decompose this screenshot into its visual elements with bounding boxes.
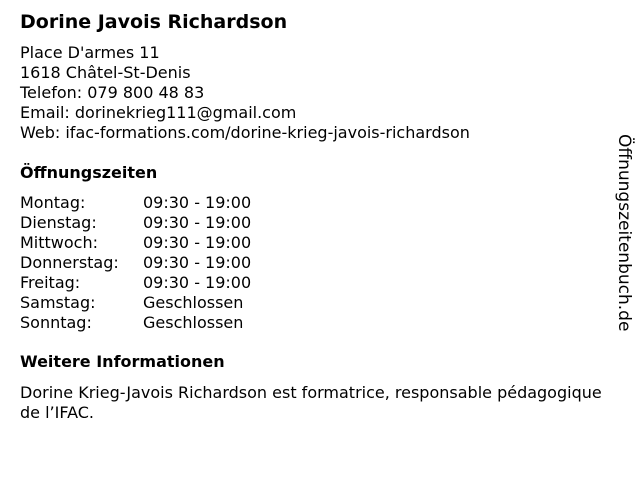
more-info-heading: Weitere Informationen — [20, 352, 225, 371]
day-label: Donnerstag: — [20, 253, 119, 272]
day-label: Mittwoch: — [20, 233, 98, 252]
day-label: Samstag: — [20, 293, 96, 312]
day-label: Sonntag: — [20, 313, 92, 332]
time-value: Geschlossen — [143, 313, 244, 332]
hours-row-monday — [20, 193, 620, 213]
time-value: 09:30 - 19:00 — [143, 193, 252, 212]
opening-hours-table — [20, 193, 620, 333]
time-value: 09:30 - 19:00 — [143, 253, 252, 272]
opening-hours-heading: Öffnungszeiten — [20, 163, 158, 182]
day-label: Montag: — [20, 193, 86, 212]
day-label: Dienstag: — [20, 213, 97, 232]
hours-row-friday — [20, 273, 620, 293]
hours-row-tuesday — [20, 213, 620, 233]
email-address: Email: dorinekrieg111@gmail.com — [20, 103, 297, 122]
more-info-text: Dorine Krieg-Javois Richardson est formatrice, responsable pédagogique de l’IFAC. — [20, 383, 602, 422]
site-watermark — [612, 134, 636, 362]
contact-block — [20, 43, 620, 143]
hours-row-sunday — [20, 313, 620, 333]
day-label: Freitag: — [20, 273, 81, 292]
watermark-text: Öffnungszeitenbuch.de — [614, 134, 634, 332]
hours-row-saturday — [20, 293, 620, 313]
phone-number: Telefon: 079 800 48 83 — [20, 83, 205, 102]
hours-row-thursday — [20, 253, 620, 273]
time-value: 09:30 - 19:00 — [143, 273, 252, 292]
hours-row-wednesday — [20, 233, 620, 253]
time-value: 09:30 - 19:00 — [143, 233, 252, 252]
website: Web: ifac-formations.com/dorine-krieg-javois-richardson — [20, 123, 470, 142]
address-city: 1618 Châtel-St-Denis — [20, 63, 191, 82]
time-value: 09:30 - 19:00 — [143, 213, 252, 232]
address-street: Place D'armes 11 — [20, 43, 160, 62]
business-name: Dorine Javois Richardson — [20, 11, 288, 33]
business-card — [20, 10, 620, 423]
time-value: Geschlossen — [143, 293, 244, 312]
